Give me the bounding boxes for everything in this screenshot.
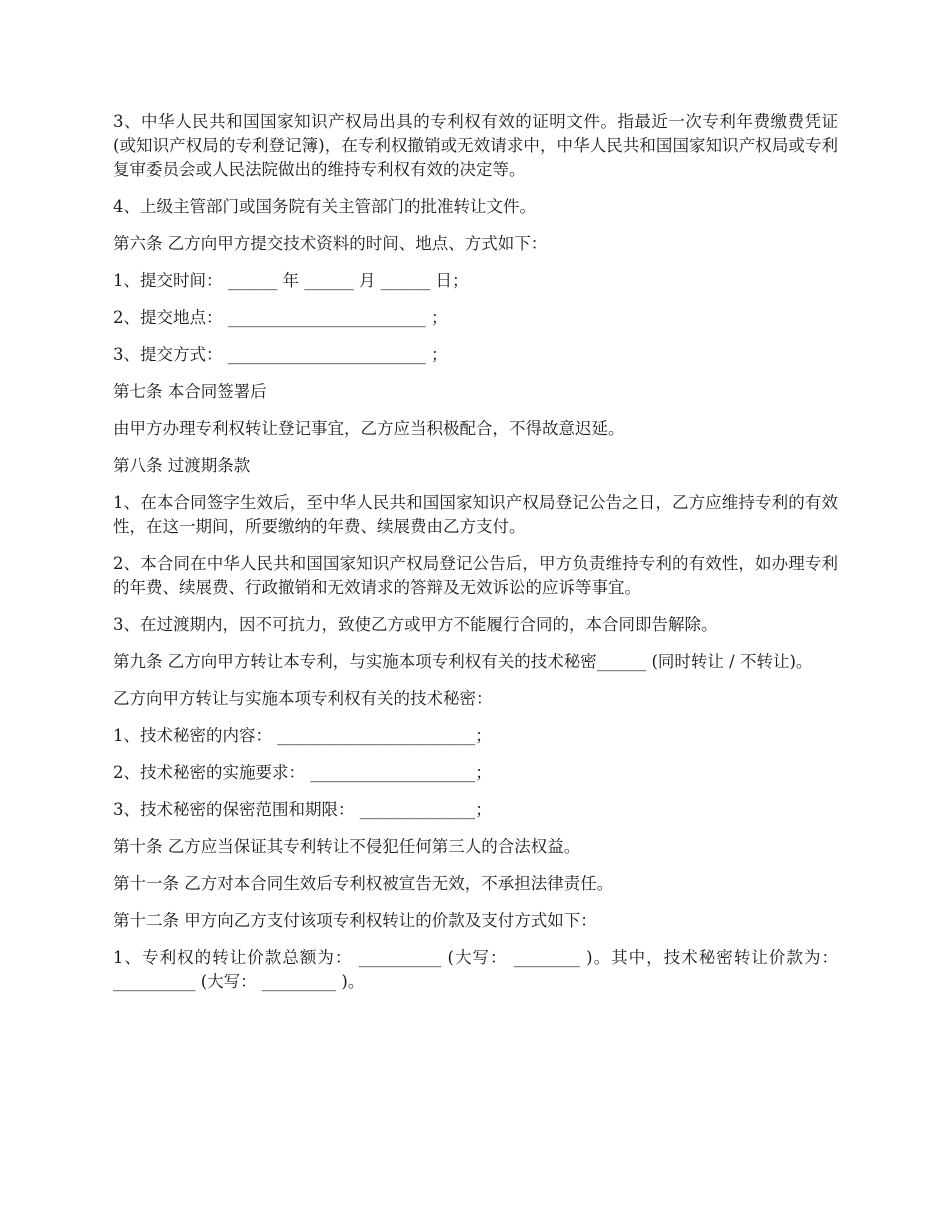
article-6-heading: 第六条 乙方向甲方提交技术资料的时间、地点、方式如下： <box>113 234 548 253</box>
article-11: 第十一条 乙方对本合同生效后专利权被宣告无效，不承担法律责任。 <box>113 874 614 893</box>
secret-content-line: 1、技术秘密的内容： ________________________； <box>113 726 492 745</box>
price-line: 1、专利权的转让价款总额为： __________ (大写： ________ )。其中，技术秘密转让价款为： __________ (大写： _________ )。 <box>113 948 838 991</box>
article-8-heading: 第八条 过渡期条款 <box>113 456 251 475</box>
article-9-body: 乙方向甲方转让与实施本项专利权有关的技术秘密： <box>113 689 493 708</box>
article-8-item-3: 3、在过渡期内，因不可抗力，致使乙方或甲方不能履行合同的，本合同即告解除。 <box>113 615 718 634</box>
article-10: 第十条 乙方应当保证其专利转让不侵犯任何第三人的合法权益。 <box>113 837 581 856</box>
article-12-heading: 第十二条 甲方向乙方支付该项专利权转让的价款及支付方式如下： <box>113 911 597 930</box>
submit-time-line: 1、提交时间： ______ 年 ______ 月 ______ 日； <box>113 271 469 290</box>
paragraph-3-certificate: 3、中华人民共和国国家知识产权局出具的专利权有效的证明文件。指最近一次专利年费缴费凭证(或知识产权局的专利登记簿)，在专利权撤销或无效请求中，中华人民共和国国家知识产权局或专利复审委员会或人民法院做出的维持专利权有效的决定等。 <box>113 112 838 179</box>
article-8-item-1: 1、在本合同签字生效后，至中华人民共和国国家知识产权局登记公告之日，乙方应维持专利的有效性，在这一期间，所要缴纳的年费、续展费由乙方支付。 <box>113 493 838 536</box>
article-7-heading: 第七条 本合同签署后 <box>113 382 267 401</box>
paragraph-4-approval: 4、上级主管部门或国务院有关主管部门的批准转让文件。 <box>113 197 536 216</box>
article-9-heading: 第九条 乙方向甲方转让本专利，与实施本项专利权有关的技术秘密______ (同时转让 / 不转让)。 <box>113 652 813 671</box>
article-7-body: 由甲方办理专利权转让登记事宜，乙方应当积极配合，不得故意迟延。 <box>113 419 625 438</box>
document-body <box>113 110 838 1007</box>
submit-place-line: 2、提交地点： ________________________ ； <box>113 308 448 327</box>
secret-scope-line: 3、技术秘密的保密范围和期限： ______________； <box>113 800 492 819</box>
article-8-item-2: 2、本合同在中华人民共和国国家知识产权局登记公告后，甲方负责维持专利的有效性，如办理专利的年费、续展费、行政撤销和无效请求的答辩及无效诉讼的应诉等事宜。 <box>113 554 838 597</box>
submit-method-line: 3、提交方式： ________________________ ； <box>113 345 448 364</box>
secret-requirement-line: 2、技术秘密的实施要求： ____________________； <box>113 763 492 782</box>
